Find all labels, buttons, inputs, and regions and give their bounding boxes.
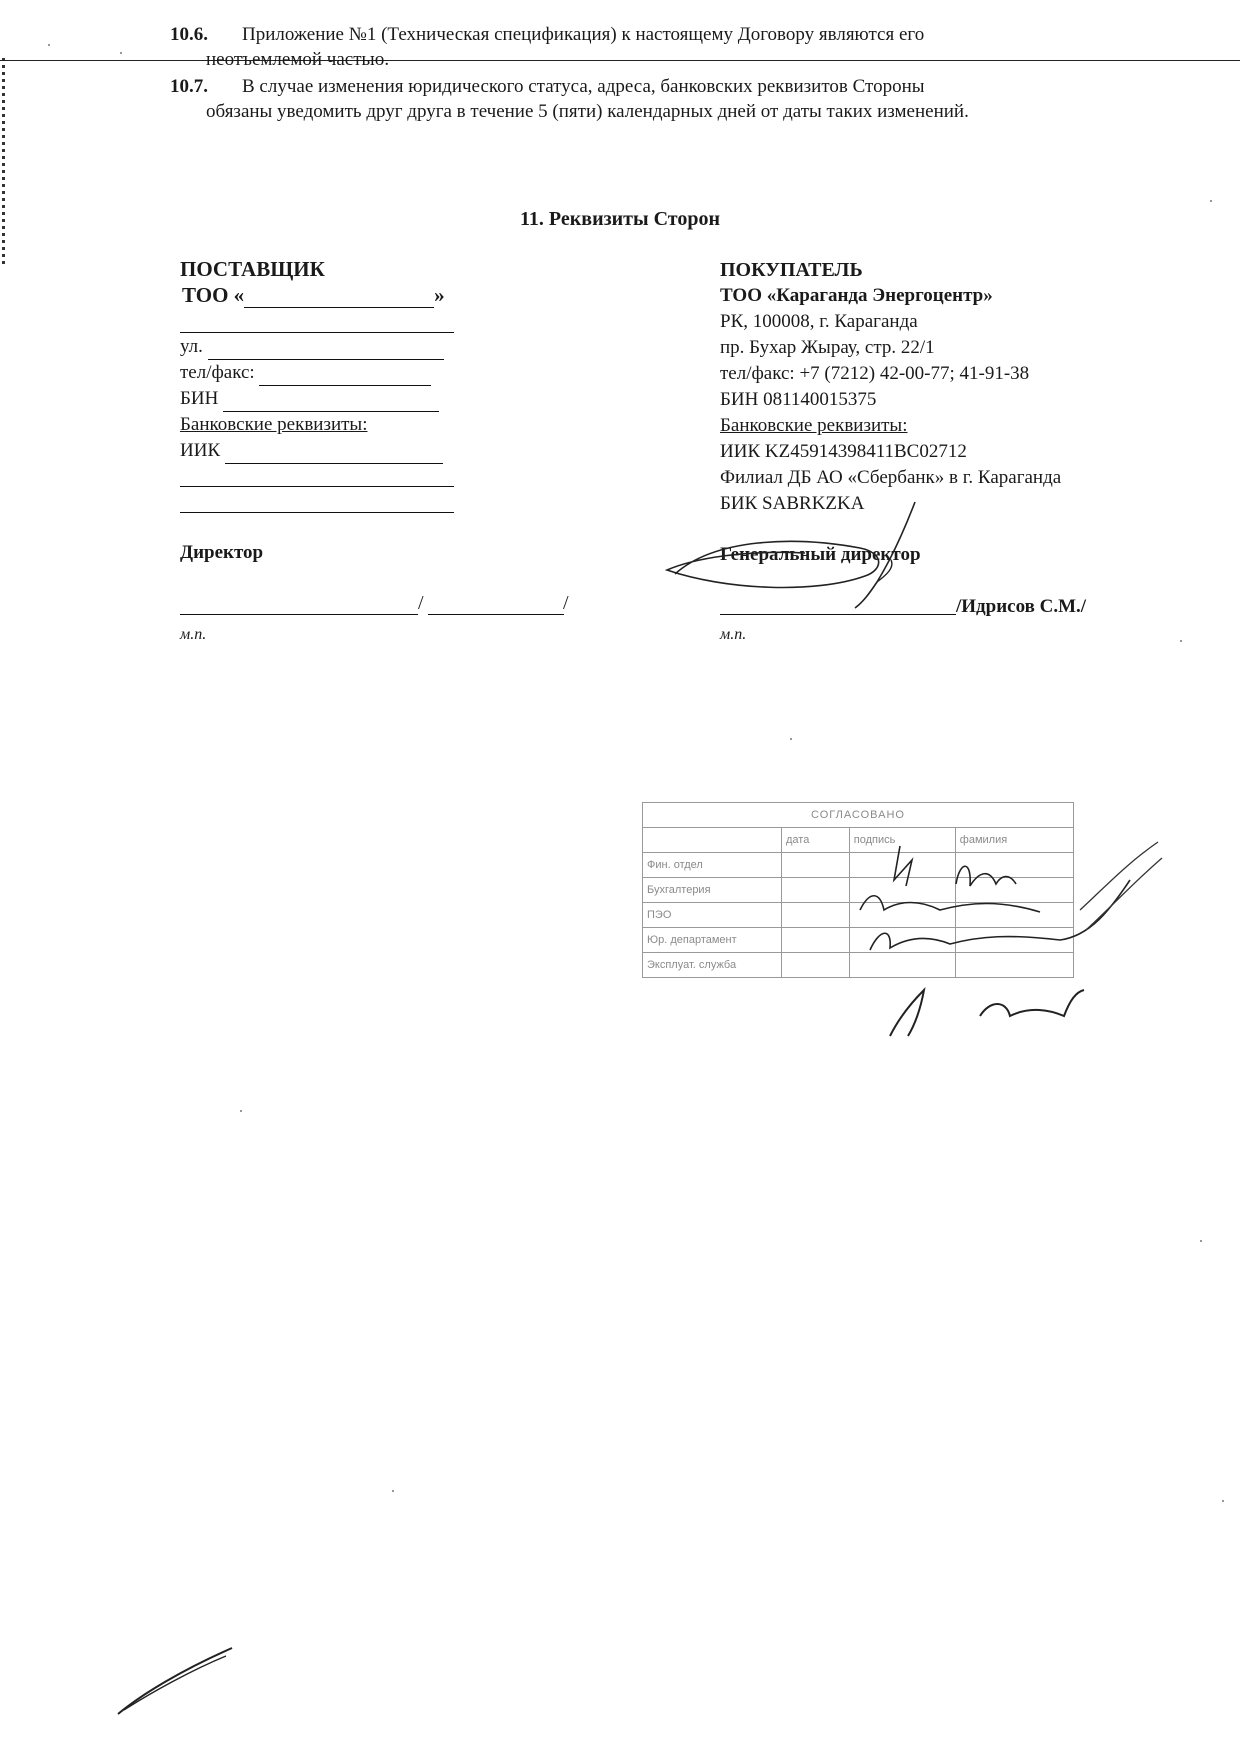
clause-text-continuation: обязаны уведомить друг друга в течение 5 (пяти) календарных дней от даты таких изменений. xyxy=(206,101,969,122)
scan-noise xyxy=(790,738,792,740)
stamp-row-label: ПЭО xyxy=(643,903,782,928)
bin-blank[interactable] xyxy=(223,391,439,412)
supplier-stamp-place: м.п. xyxy=(180,626,207,643)
street-label: ул. xyxy=(180,336,203,357)
supplier-blank-line[interactable] xyxy=(180,486,454,487)
stamp-row-label: Юр. департамент xyxy=(643,928,782,953)
street-blank[interactable] xyxy=(208,339,444,360)
clause-text: Приложение №1 (Техническая спецификация) к настоящему Договору являются его xyxy=(242,24,925,45)
buyer-phone: тел/факс: +7 (7212) 42-00-77; 41-91-38 xyxy=(720,363,1030,384)
scan-noise xyxy=(120,52,122,54)
scan-noise xyxy=(240,1110,242,1112)
iik-label: ИИК xyxy=(180,440,221,461)
clause-number: 10.6. xyxy=(170,24,208,45)
buyer-iik: ИИК KZ45914398411BC02712 xyxy=(720,441,967,462)
supplier-block xyxy=(180,256,480,308)
column-surname: фамилия xyxy=(955,828,1073,853)
supplier-street xyxy=(180,334,480,360)
iik-blank[interactable] xyxy=(225,443,443,464)
signature-separator: / xyxy=(563,592,569,614)
buyer-position: Генеральный директор xyxy=(720,544,921,565)
supplier-name-line[interactable] xyxy=(428,614,564,615)
supplier-phone xyxy=(180,360,480,386)
supplier-company-blank[interactable] xyxy=(244,287,434,308)
buyer-address-line2: пр. Бухар Жырау, стр. 22/1 xyxy=(720,337,935,358)
director-signature-icon xyxy=(655,498,955,618)
scan-noise xyxy=(392,1490,394,1492)
clause-number: 10.7. xyxy=(170,76,208,97)
clause-text-continuation: неотъемлемой частью. xyxy=(206,49,390,70)
supplier-blank-line[interactable] xyxy=(180,512,454,513)
phone-label: тел/факс: xyxy=(180,362,255,383)
bin-label: БИН xyxy=(180,388,219,409)
supplier-blank-line[interactable] xyxy=(180,332,454,333)
buyer-bik: БИК SABRKZKA xyxy=(720,493,865,514)
supplier-bank-label: Банковские реквизиты: xyxy=(180,414,368,435)
buyer-bank-name: Филиал ДБ АО «Сбербанк» в г. Караганда xyxy=(720,467,1062,488)
supplier-signature-line[interactable] xyxy=(180,614,418,615)
scan-noise xyxy=(48,44,50,46)
scan-noise xyxy=(1222,1500,1224,1502)
phone-blank[interactable] xyxy=(259,365,431,386)
supplier-iik xyxy=(180,438,480,464)
buyer-company: ТОО «Караганда Энергоцентр» xyxy=(720,285,993,306)
clause-10-7 xyxy=(170,74,1112,124)
scan-edge-artifact xyxy=(2,58,5,268)
supplier-bin xyxy=(180,386,480,412)
column-signature: подпись xyxy=(849,828,955,853)
clause-10-6 xyxy=(170,22,1112,72)
supplier-company-prefix: ТОО « xyxy=(182,283,245,307)
column-date: дата xyxy=(782,828,850,853)
buyer-bin: БИН 081140015375 xyxy=(720,389,877,410)
signature-separator: / xyxy=(418,592,424,614)
stamp-row-label: Бухгалтерия xyxy=(643,878,782,903)
scan-noise xyxy=(1180,640,1182,642)
scan-noise xyxy=(1210,200,1212,202)
buyer-block xyxy=(720,257,1140,517)
supplier-heading: ПОСТАВЩИК xyxy=(180,257,325,281)
page-initial-signature-icon xyxy=(112,1640,242,1720)
supplier-position: Директор xyxy=(180,542,264,563)
supplier-details xyxy=(180,334,480,464)
approval-stamp-title: СОГЛАСОВАНО xyxy=(643,803,1074,828)
scan-noise xyxy=(1200,1240,1202,1242)
buyer-bank-label: Банковские реквизиты: xyxy=(720,415,908,436)
clause-text: В случае изменения юридического статуса, адреса, банковских реквизитов Стороны xyxy=(242,76,925,97)
buyer-stamp-place: м.п. xyxy=(720,626,747,643)
buyer-signatory: /Идрисов С.М./ xyxy=(956,596,1087,617)
buyer-heading: ПОКУПАТЕЛЬ xyxy=(720,259,863,281)
stamp-row-label: Эксплуат. служба xyxy=(643,953,782,978)
section-title: 11. Реквизиты Сторон xyxy=(520,208,720,230)
supplier-company-suffix: » xyxy=(434,283,445,307)
supplier-company xyxy=(180,282,480,308)
buyer-address-line1: РК, 100008, г. Караганда xyxy=(720,311,918,332)
approval-signatures-icon xyxy=(840,840,1180,1040)
stamp-row-label: Фин. отдел xyxy=(643,853,782,878)
